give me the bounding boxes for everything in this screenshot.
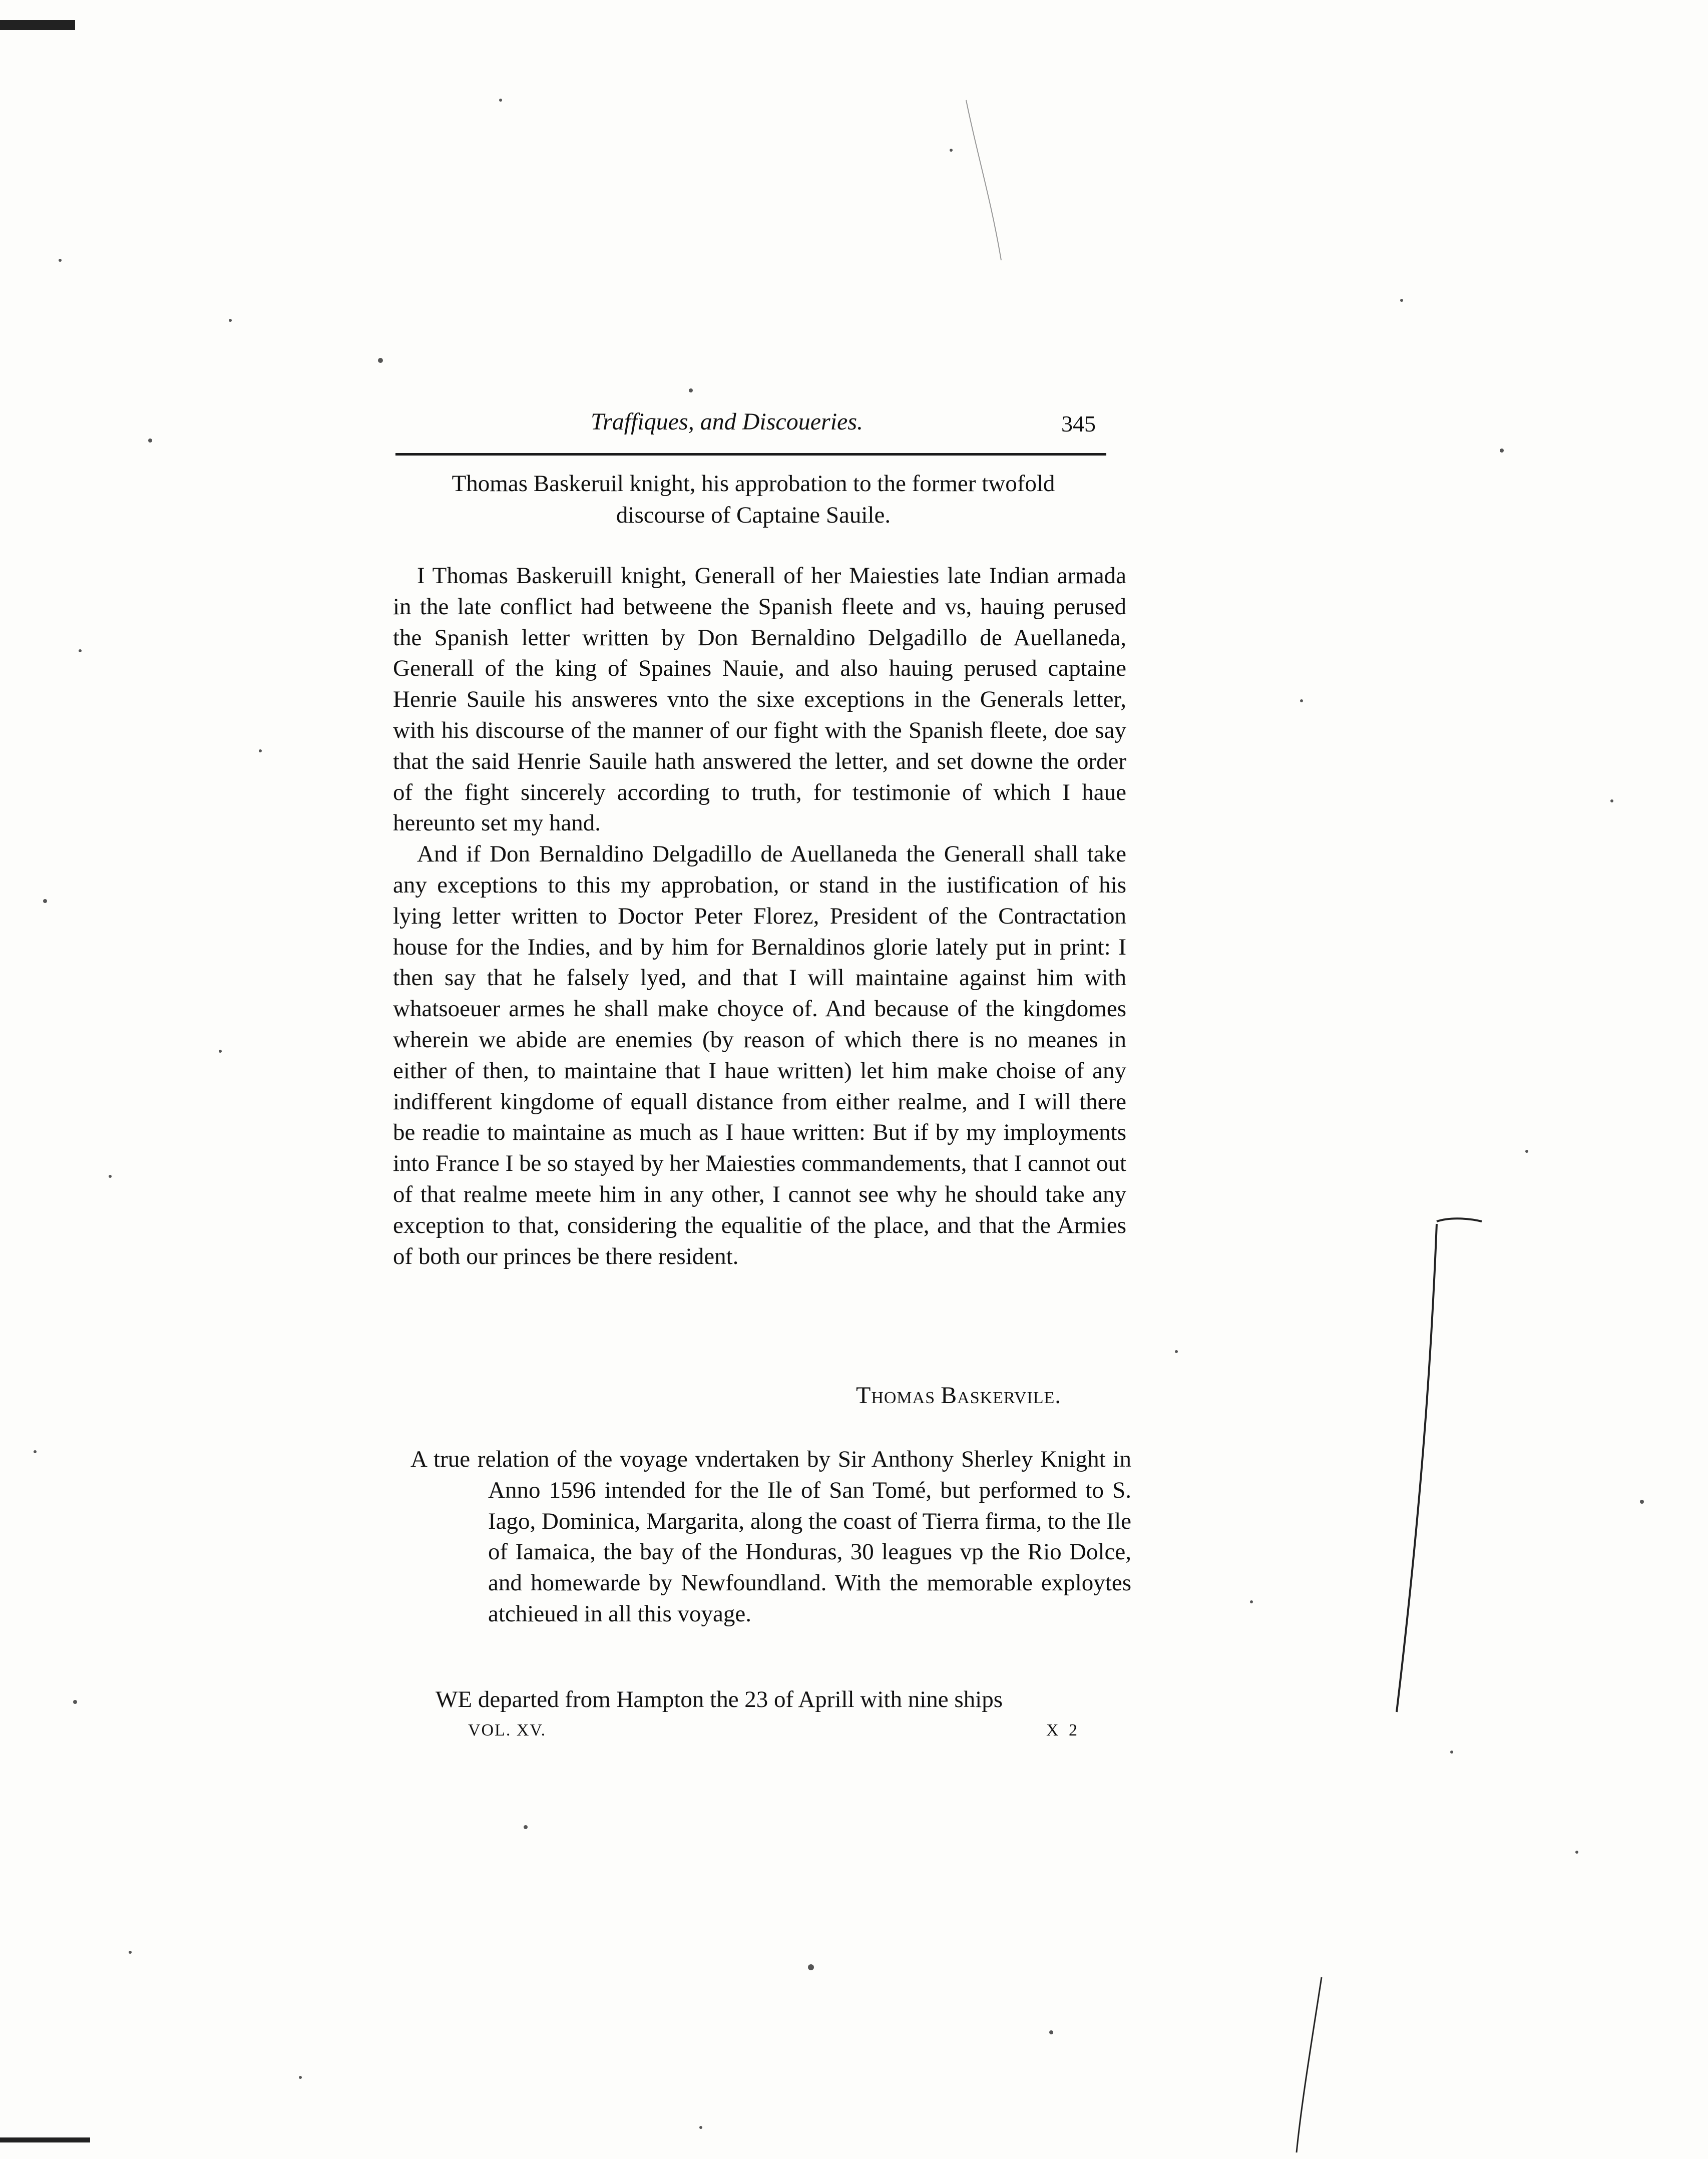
paragraph: I Thomas Baskeruill knight, Generall of her Maiesties late Indian armada in the late conflict had betweene the Spanish fleete and vs, hauing perused the Spanish letter written by Don Bernaldino Delgadillo de Auellaneda, Generall of the king of Spaines Nauie, and also hauing perused captaine Henrie Sauile his answeres vnto the sixe exceptions in the Generals letter, with his discourse of the manner of our fight with the Spanish fleete, doe say that the said Henrie Sauile hath answered the letter, and set downe the order of the fight sincerely according to truth, for testimonie of which I haue hereunto set my hand. — [393, 563, 1126, 836]
body-text — [393, 561, 1126, 1272]
section-title-line: discourse of Captaine Sauile. — [616, 502, 891, 528]
running-head: Traffiques, and Discoueries. — [591, 408, 864, 435]
signature-first-name: Thomas — [856, 1382, 936, 1409]
volume-number: VOL. XV. — [468, 1721, 547, 1740]
paragraph: And if Don Bernaldino Delgadillo de Auellaneda the Generall shall take any exceptions to this my approbation, or stand in the iustification of his lying letter written to Doctor Peter Florez, President of the Contractation house for the Indies, and by him for Bernaldinos glorie lately put in print: I then say that he falsely lyed, and that I will maintaine against him with whatsoeuer armes he shall make choyce of. And because of the kingdomes wherein we abide are enemies (by reason of which there is no meanes in either of then, to maintaine that I haue written) let him make choise of any indifferent kingdome of equall distance from either realme, and I will there be readie to maintaine as much as I haue written: But if by my imployments into France I be so stayed by her Maiesties commandements, that I cannot out of that realme meete him in any other, I cannot see why he should take any exception to that, considering the equalitie of the place, and that the Armies of both our princes be there resident. — [393, 841, 1126, 1269]
header-rule — [395, 453, 1106, 456]
signature-last-name: Baskervile. — [941, 1382, 1062, 1409]
opening-line: WE departed from Hampton the 23 of Aprill with nine ships — [436, 1686, 1003, 1712]
signature — [856, 1382, 1061, 1409]
relation-title: A true relation of the voyage vndertaken by Sir Anthony Sherley Knight in Anno 1596 intended for the Ile of San Tomé, but performed to S. Iago, Dominica, Margarita, along the coast of Tierra firma, to the Ile of Iamaica, the bay of the Honduras, 30 leagues vp the Rio Dolce, and homewarde by Newfoundland. With the memorable exploytes atchieued in all this voyage. — [410, 1446, 1131, 1627]
page-number: 345 — [1061, 411, 1096, 437]
section-title — [390, 468, 1116, 531]
section-title-line: Thomas Baskeruil knight, his approbation to the former twofold — [452, 471, 1055, 497]
signature-mark: X 2 — [1046, 1721, 1081, 1740]
